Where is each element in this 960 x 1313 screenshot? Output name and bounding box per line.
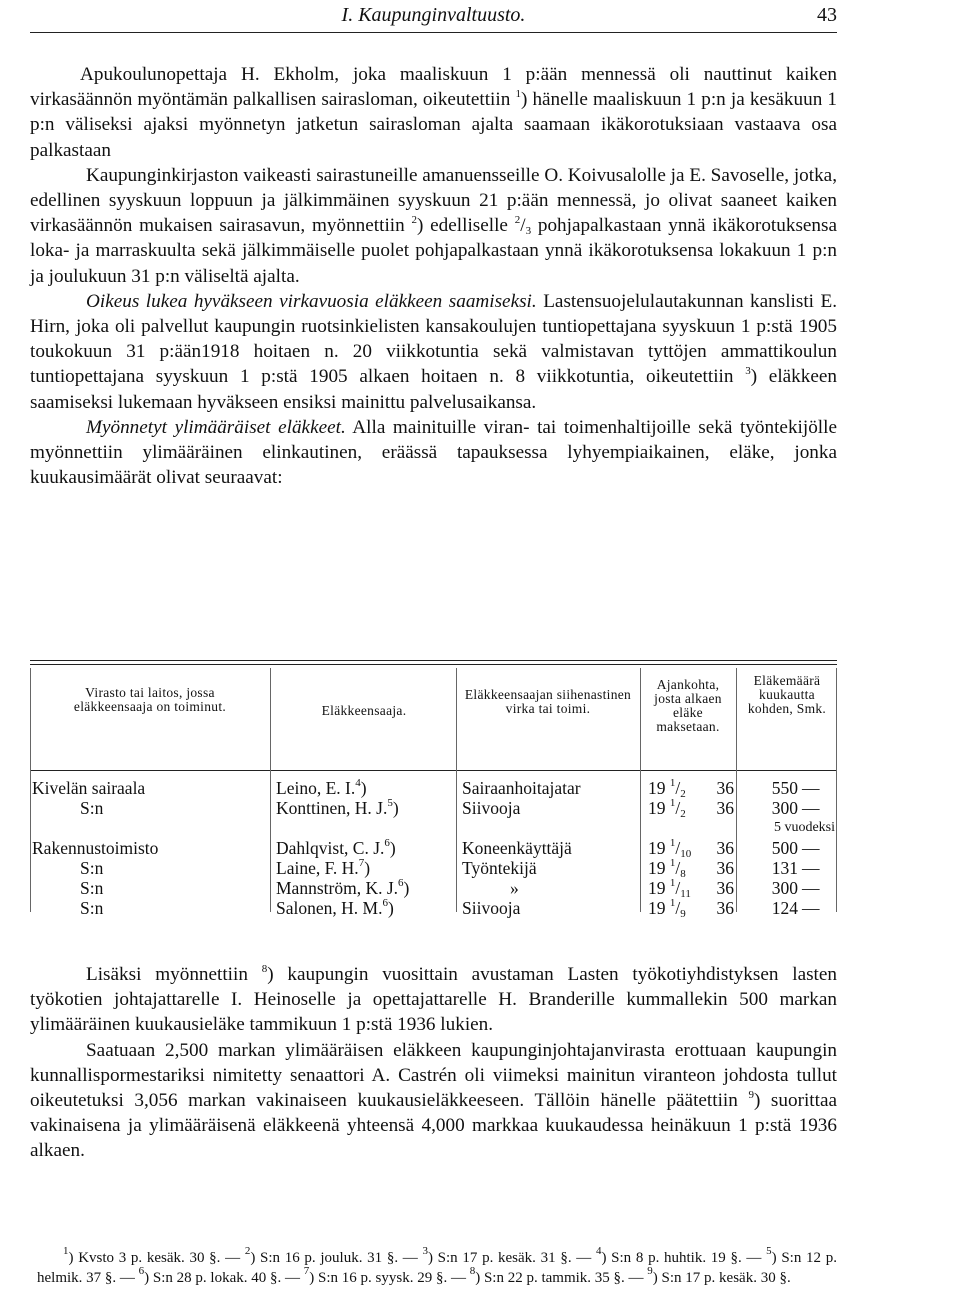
- header-amount: Eläkemäärä kuukautta kohden, Smk.: [747, 673, 827, 716]
- paragraph-text: Apukoulunopettaja H. Ekholm, joka maaliskuun 1 p:ään mennessä oli nauttinut kaiken virkasäännön myöntämän palkallisen sairasloman, oikeutettiin: [30, 64, 837, 111]
- column-rule: [640, 668, 641, 912]
- cell-office: Kivelän sairaala: [32, 778, 146, 798]
- running-header: [30, 2, 837, 33]
- paragraph-text: Saatuaan 2,500 markan ylimääräisen eläkkeen kaupunginjohtajanvirasta erottuaan kaupungin kunnallispormestariksi nimitetty senaattori A. Castrén oli viimeksi mainitun viranteon johdosta tullut oikeutetuksi 3,056 markan vakinaiseen kuukausieläkkeeseen. Tällöin hänelle päätettiin: [30, 1039, 837, 1112]
- cell-date-year: 36: [716, 858, 734, 878]
- cell-office: S:n: [80, 878, 104, 898]
- cell-amount: 550: [771, 778, 798, 798]
- running-title: I. Kaupunginvaltuusto.: [341, 4, 526, 26]
- cell-date-day: 19 $^1/_2$: [648, 797, 686, 820]
- cell-date-day: 19 $^1/_9$: [648, 897, 686, 920]
- cell-office: S:n: [80, 898, 104, 918]
- fraction-numerator: 2: [514, 214, 521, 227]
- date-day: 19: [648, 878, 666, 898]
- cell-recipient: Mannström, K. J.$^6$): [276, 877, 410, 898]
- header-office: Virasto tai laitos, jossa eläkkeensaaja on toiminut.: [73, 685, 227, 714]
- paragraph-text: Lisäksi myönnettiin: [86, 964, 248, 985]
- cell-date-year: 36: [716, 838, 734, 858]
- pension-table: [30, 660, 837, 918]
- footnote-ref: 7: [358, 857, 365, 869]
- footnote-text: ) S:n 16 p. jouluk. 31 §. —: [250, 1250, 423, 1266]
- cell-recipient: Laine, F. H.$^7$): [276, 857, 371, 878]
- footnote-number: 4: [595, 1245, 602, 1257]
- column-rule: [836, 668, 837, 912]
- footnote-ref: 4: [355, 777, 361, 789]
- paragraph-library-assistants: [30, 163, 837, 289]
- cell-recipient: Dahlqvist, C. J.$^6$): [276, 837, 396, 858]
- footnote-ref: 6: [382, 897, 388, 909]
- paragraph-text: ) edelliselle: [416, 215, 508, 237]
- cell-recipient: Leino, E. I.$^4$): [276, 777, 367, 798]
- cell-recipient: Konttinen, H. J.$^5$): [276, 797, 399, 818]
- paragraph-text: ) suorittaa vakinaisena ja ylimääräisenä eläkkeenä yhteensä 4,000 markkaa kuukaudessa heinäkuun 1 p:stä 1936 alkaen.: [30, 1090, 837, 1162]
- recipient-name: Salonen, H. M.: [276, 898, 383, 918]
- date-day: 19: [648, 898, 666, 918]
- cell-amount-dash: —: [802, 798, 820, 818]
- footnote-number: 1: [63, 1245, 69, 1257]
- table-top-rule: [30, 660, 837, 661]
- closing-text: [30, 962, 837, 1164]
- footnote-number: 9: [647, 1265, 653, 1277]
- recipient-name: Leino, E. I.: [276, 778, 356, 798]
- fraction-numerator: 1: [669, 777, 676, 789]
- footnote-ref: 9: [748, 1089, 754, 1102]
- cell-job: Siivooja: [462, 898, 521, 918]
- fraction-denominator: 9: [680, 908, 686, 920]
- cell-amount: 300: [771, 878, 798, 898]
- cell-job: Siivooja: [462, 798, 521, 818]
- footnote-ref: 5: [387, 797, 393, 809]
- cell-job: Sairaanhoitajatar: [462, 778, 581, 798]
- paragraph-ekholm: [30, 62, 837, 163]
- fraction-denominator: 8: [680, 868, 686, 880]
- footnote-text: ) Kvsto 3 p. kesäk. 30 §. —: [68, 1250, 245, 1266]
- cell-office: Rakennustoimisto: [32, 838, 159, 858]
- fraction-denominator: 2: [680, 788, 686, 800]
- date-day: 19: [648, 778, 666, 798]
- footnote-text: ) S:n 17 p. kesäk. 30 §.: [652, 1270, 791, 1286]
- page-number: 43: [817, 4, 837, 26]
- fraction-numerator: 1: [669, 897, 676, 909]
- paragraph-text: Alla mainituille viran- tai toimenhaltijoille sekä työntekijölle myönnettiin ylimääräinen elinkautinen, eräässä tapauksessa lyhyempiaikainen, eläke, jonka kuukausimäärät olivat seuraavat:: [30, 416, 837, 489]
- paragraph-text: ) eläkkeen saamiseksi lukemaan hyväkseen ensiksi mainittu palvelusaikansa.: [30, 366, 837, 413]
- footnote-list: [37, 1245, 837, 1288]
- fraction-denominator: 2: [680, 808, 686, 820]
- footnote-number: 5: [766, 1245, 772, 1257]
- fraction-numerator: 1: [669, 837, 676, 849]
- cell-date-day: 19 $^1/_{10}$: [648, 837, 692, 860]
- paragraph-text: Kaupunginkirjaston vaikeasti sairastuneille amanuensseille O. Koivusalolle ja E. Savoselle, jotka, edellinen syyskuun loppuun ja jälkimmäinen syyskuun 21 p:ään mennessä, jo olivat saaneet kaiken virkasäännön mukaisen sairasavun, myönnettiin: [30, 164, 837, 237]
- footnote-number: 6: [138, 1265, 145, 1277]
- column-rule: [270, 668, 271, 912]
- paragraph-text: pohjapalkastaan ynnä ikäkorotuksensa loka- ja marraskuulta sekä jälkimmäiselle puolet pohjapalkastaan ynnä ikäkorotuksensa lokakuun 1 p:n ja joulukuun 31 p:n väliseltä ajalta.: [30, 215, 837, 287]
- date-day: 19: [648, 858, 666, 878]
- footnote-ref: 1: [515, 88, 521, 101]
- cell-job: Koneenkäyttäjä: [462, 838, 572, 858]
- cell-date-year: 36: [716, 898, 734, 918]
- cell-office: S:n: [80, 858, 104, 878]
- fraction-denominator: 3: [525, 225, 532, 238]
- fraction-denominator: 11: [680, 888, 691, 900]
- cell-date-year: 36: [716, 878, 734, 898]
- footnote-text: ) S:n 28 p. lokak. 40 §. —: [144, 1270, 304, 1286]
- cell-office: S:n: [80, 798, 104, 818]
- paragraph-text: Lastensuojelulautakunnan kanslisti E. Hirn, joka oli palvellut kaupungin ruotsinkielisten kansakoulujen tuntiopettajana syyskuun 1 p:stä 1905 toukokuun 31 p:ään1918 hoitaen n. 20 viikkotuntia sekä valmistavan tyttöjen ammattikoulun tuntiopettajana syyskuun 1 p:stä 1905 alkaen hoitaen n. 8 viikkotuntia, oikeutettiin: [30, 290, 838, 388]
- cell-amount-dash: —: [802, 778, 820, 798]
- paragraph-extra-pensions: [30, 415, 837, 491]
- footnote-text: ) S:n 16 p. syysk. 29 §. —: [309, 1270, 470, 1286]
- cell-amount: 124: [771, 898, 798, 918]
- recipient-name: Dahlqvist, C. J.: [276, 838, 385, 858]
- cell-date-year: 36: [716, 778, 734, 798]
- cell-date-day: 19 $^1/_8$: [648, 857, 686, 880]
- paragraph-service-years: [30, 289, 837, 415]
- header-start: Ajankohta, josta alkaen eläke maksetaan.: [654, 677, 722, 734]
- cell-date-day: 19 $^1/_{11}$: [648, 877, 691, 900]
- cell-amount: 300: [771, 798, 798, 818]
- cell-amount-dash: —: [802, 878, 820, 898]
- main-text: [30, 62, 837, 490]
- cell-note: 5 vuodeksi: [773, 820, 835, 835]
- footnotes: [37, 1245, 837, 1288]
- column-rule: [456, 668, 457, 912]
- footnote-text: ) S:n 17 p. kesäk. 31 §. —: [427, 1250, 596, 1266]
- cell-amount-dash: —: [802, 858, 820, 878]
- footnote-text: ) S:n 12 p. helmik. 37 §. —: [37, 1250, 837, 1286]
- footnote-number: 2: [244, 1245, 251, 1257]
- footnote-ref: 2: [411, 214, 417, 227]
- table-top-rule-2: [30, 664, 837, 665]
- recipient-name: Konttinen, H. J.: [276, 798, 388, 818]
- fraction-numerator: 1: [669, 877, 676, 889]
- footnote-ref: 3: [745, 365, 751, 378]
- fraction-two-thirds: $^2/_3$: [514, 214, 532, 238]
- paragraph-castren: [30, 1038, 837, 1164]
- footnote-number: 8: [469, 1265, 476, 1277]
- header-rule: [30, 770, 837, 771]
- paragraph-text: ) kaupungin vuosittain avustaman Lasten työkotiyhdistyksen lasten työkotien johtajattarelle I. Heinoselle ja opettajattarelle H. Branderille kummallekin 500 markan ylimääräinen kuukausieläke tammikuun 1 p:stä 1936 lukien.: [30, 964, 837, 1036]
- section-lead: Oikeus lukea hyväkseen virkavuosia eläkkeen saamiseksi.: [86, 290, 537, 312]
- footnote-number: 3: [422, 1245, 428, 1257]
- paragraph-childrens-home: [30, 962, 837, 1038]
- cell-amount: 500: [771, 838, 798, 858]
- date-day: 19: [648, 798, 666, 818]
- footnote-text: ) S:n 22 p. tammik. 35 §. —: [475, 1270, 648, 1286]
- fraction-denominator: 10: [680, 848, 692, 860]
- footnote-text: ) S:n 8 p. huhtik. 19 §. —: [601, 1250, 767, 1266]
- fraction-numerator: 1: [669, 857, 676, 869]
- cell-recipient: Salonen, H. M.$^6$): [276, 897, 394, 918]
- cell-amount: 131: [771, 858, 798, 878]
- column-rule: [736, 668, 737, 912]
- section-lead: Myönnetyt ylimääräiset eläkkeet.: [86, 416, 346, 438]
- cell-job: »: [510, 878, 519, 898]
- paragraph-text: ) hänelle maaliskuun 1 p:n ja kesäkuun 1 p:n väliseksi ajaksi myönnetyn jatketun sairasloman ajalta saamaan ikäkorotuksiaan vastaava osa palkastaan: [30, 89, 838, 161]
- cell-amount-dash: —: [802, 838, 820, 858]
- cell-amount-dash: —: [802, 898, 820, 918]
- date-day: 19: [648, 838, 666, 858]
- column-rule: [30, 668, 31, 912]
- cell-date-year: 36: [716, 798, 734, 818]
- recipient-name: Laine, F. H.: [276, 858, 359, 878]
- cell-date-day: 19 $^1/_2$: [648, 777, 686, 800]
- header-recipient: Eläkkeensaaja.: [321, 703, 407, 718]
- recipient-name: Mannström, K. J.: [276, 878, 399, 898]
- footnote-ref: 8: [261, 963, 268, 975]
- fraction-numerator: 1: [669, 797, 676, 809]
- cell-job: Työntekijä: [462, 858, 537, 878]
- footnote-number: 7: [303, 1265, 310, 1277]
- footnote-ref: 6: [384, 837, 390, 849]
- header-job: Eläkkeensaajan siihenastinen virka tai toimi.: [464, 687, 632, 716]
- footnote-ref: 6: [398, 877, 404, 889]
